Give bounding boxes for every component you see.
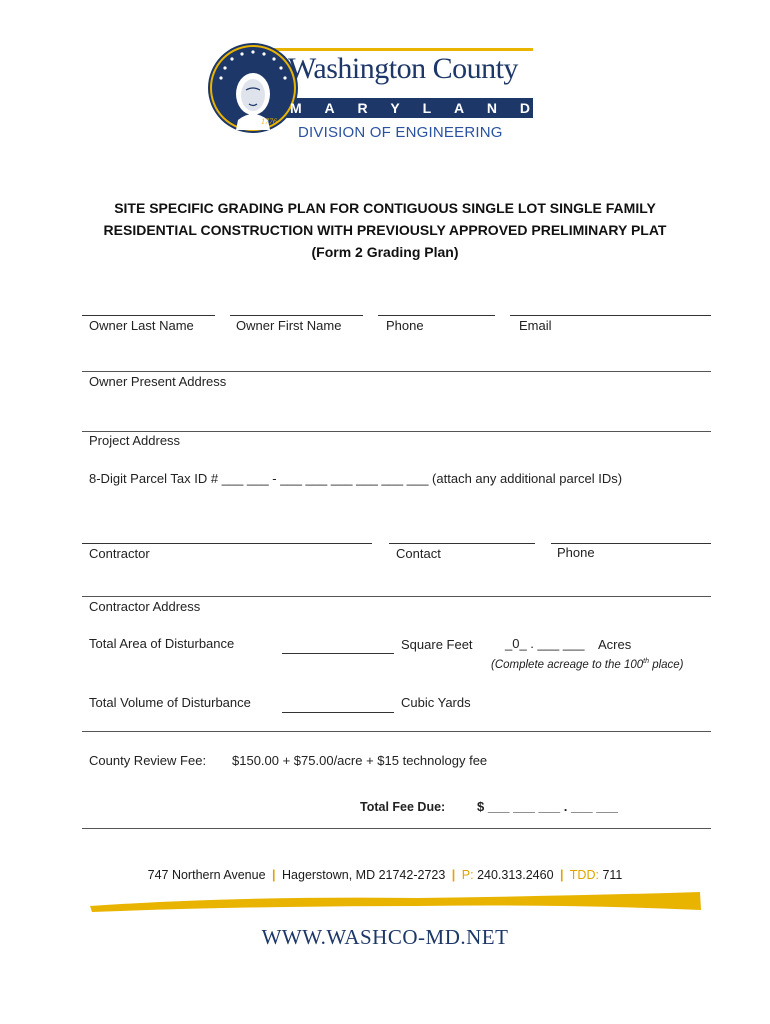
footer-tdd-prefix: TDD:	[569, 868, 599, 882]
fee-divider-bottom	[82, 828, 711, 829]
owner-email-line[interactable]	[510, 315, 711, 316]
owner-email-label: Email	[519, 318, 552, 333]
total-area-label: Total Area of Disturbance	[89, 636, 235, 651]
form-title-line-2: RESIDENTIAL CONSTRUCTION WITH PREVIOUSLY APPROVED PRELIMINARY PLAT	[103, 222, 667, 238]
contractor-label: Contractor	[89, 546, 150, 561]
owner-first-name-line[interactable]	[230, 315, 363, 316]
footer-city: Hagerstown, MD 21742-2723	[282, 868, 446, 882]
county-logo	[208, 38, 538, 148]
footer-tdd: 711	[602, 868, 623, 882]
cubic-yards-input-line[interactable]	[282, 712, 394, 713]
total-fee-due-label: Total Fee Due:	[360, 800, 446, 814]
division-name: DIVISION OF ENGINEERING	[298, 124, 503, 141]
cubic-yards-label: Cubic Yards	[401, 695, 471, 710]
acres-value-field[interactable]: _0_ . ___ ___	[505, 636, 585, 651]
owner-address-label: Owner Present Address	[89, 374, 227, 389]
footer-separator: |	[451, 868, 456, 882]
form-title-line-3: (Form 2 Grading Plan)	[311, 244, 459, 260]
owner-last-name-line[interactable]	[82, 315, 215, 316]
owner-last-name-label: Owner Last Name	[89, 318, 194, 333]
footer-website[interactable]: WWW.WASHCO-MD.NET	[261, 925, 509, 949]
contractor-address-label: Contractor Address	[89, 599, 201, 614]
total-fee-due-field[interactable]: $ ___ ___ ___ . ___ ___	[477, 799, 618, 814]
county-review-fee-label: County Review Fee:	[89, 753, 207, 768]
total-volume-label: Total Volume of Disturbance	[89, 695, 251, 710]
owner-address-line[interactable]	[82, 371, 711, 372]
project-address-label: Project Address	[89, 433, 181, 448]
contractor-phone-label: Phone	[557, 545, 595, 560]
state-name: M A R Y L A N D	[290, 100, 530, 116]
acreage-note: (Complete acreage to the 100th place)	[491, 658, 684, 671]
footer-address	[0, 868, 770, 882]
footer-phone: 240.313.2460	[477, 868, 554, 882]
contractor-phone-line[interactable]	[551, 543, 711, 544]
square-feet-input-line[interactable]	[282, 653, 394, 654]
owner-first-name-label: Owner First Name	[236, 318, 342, 333]
county-review-fee-value: $150.00 + $75.00/acre + $15 technology fee	[232, 753, 488, 768]
footer-separator: |	[272, 868, 276, 882]
gold-brush-stroke-icon	[88, 890, 703, 920]
footer-street: 747 Northern Avenue	[147, 868, 266, 882]
acres-label: Acres	[598, 637, 632, 652]
form-title	[40, 197, 730, 263]
form-title-line-1: SITE SPECIFIC GRADING PLAN FOR CONTIGUOUS SINGLE LOT SINGLE FAMILY	[114, 200, 656, 216]
contact-label: Contact	[396, 546, 441, 561]
svg-text:1776: 1776	[261, 117, 277, 126]
owner-phone-label: Phone	[386, 318, 424, 333]
parcel-tax-id-field[interactable]: 8-Digit Parcel Tax ID # ___ ___ - ___ ___ ___ ___ ___ ___ (attach any additional parcel IDs)	[89, 471, 623, 486]
owner-phone-line[interactable]	[378, 315, 495, 316]
contractor-line[interactable]	[82, 543, 372, 544]
project-address-line[interactable]	[82, 431, 711, 432]
county-name: Washington County	[288, 52, 518, 85]
fee-divider-top	[82, 731, 711, 732]
footer-phone-prefix: P:	[461, 868, 474, 882]
footer-separator: |	[560, 868, 564, 882]
square-feet-label: Square Feet	[401, 637, 473, 652]
contractor-address-line[interactable]	[82, 596, 711, 597]
contact-line[interactable]	[389, 543, 535, 544]
